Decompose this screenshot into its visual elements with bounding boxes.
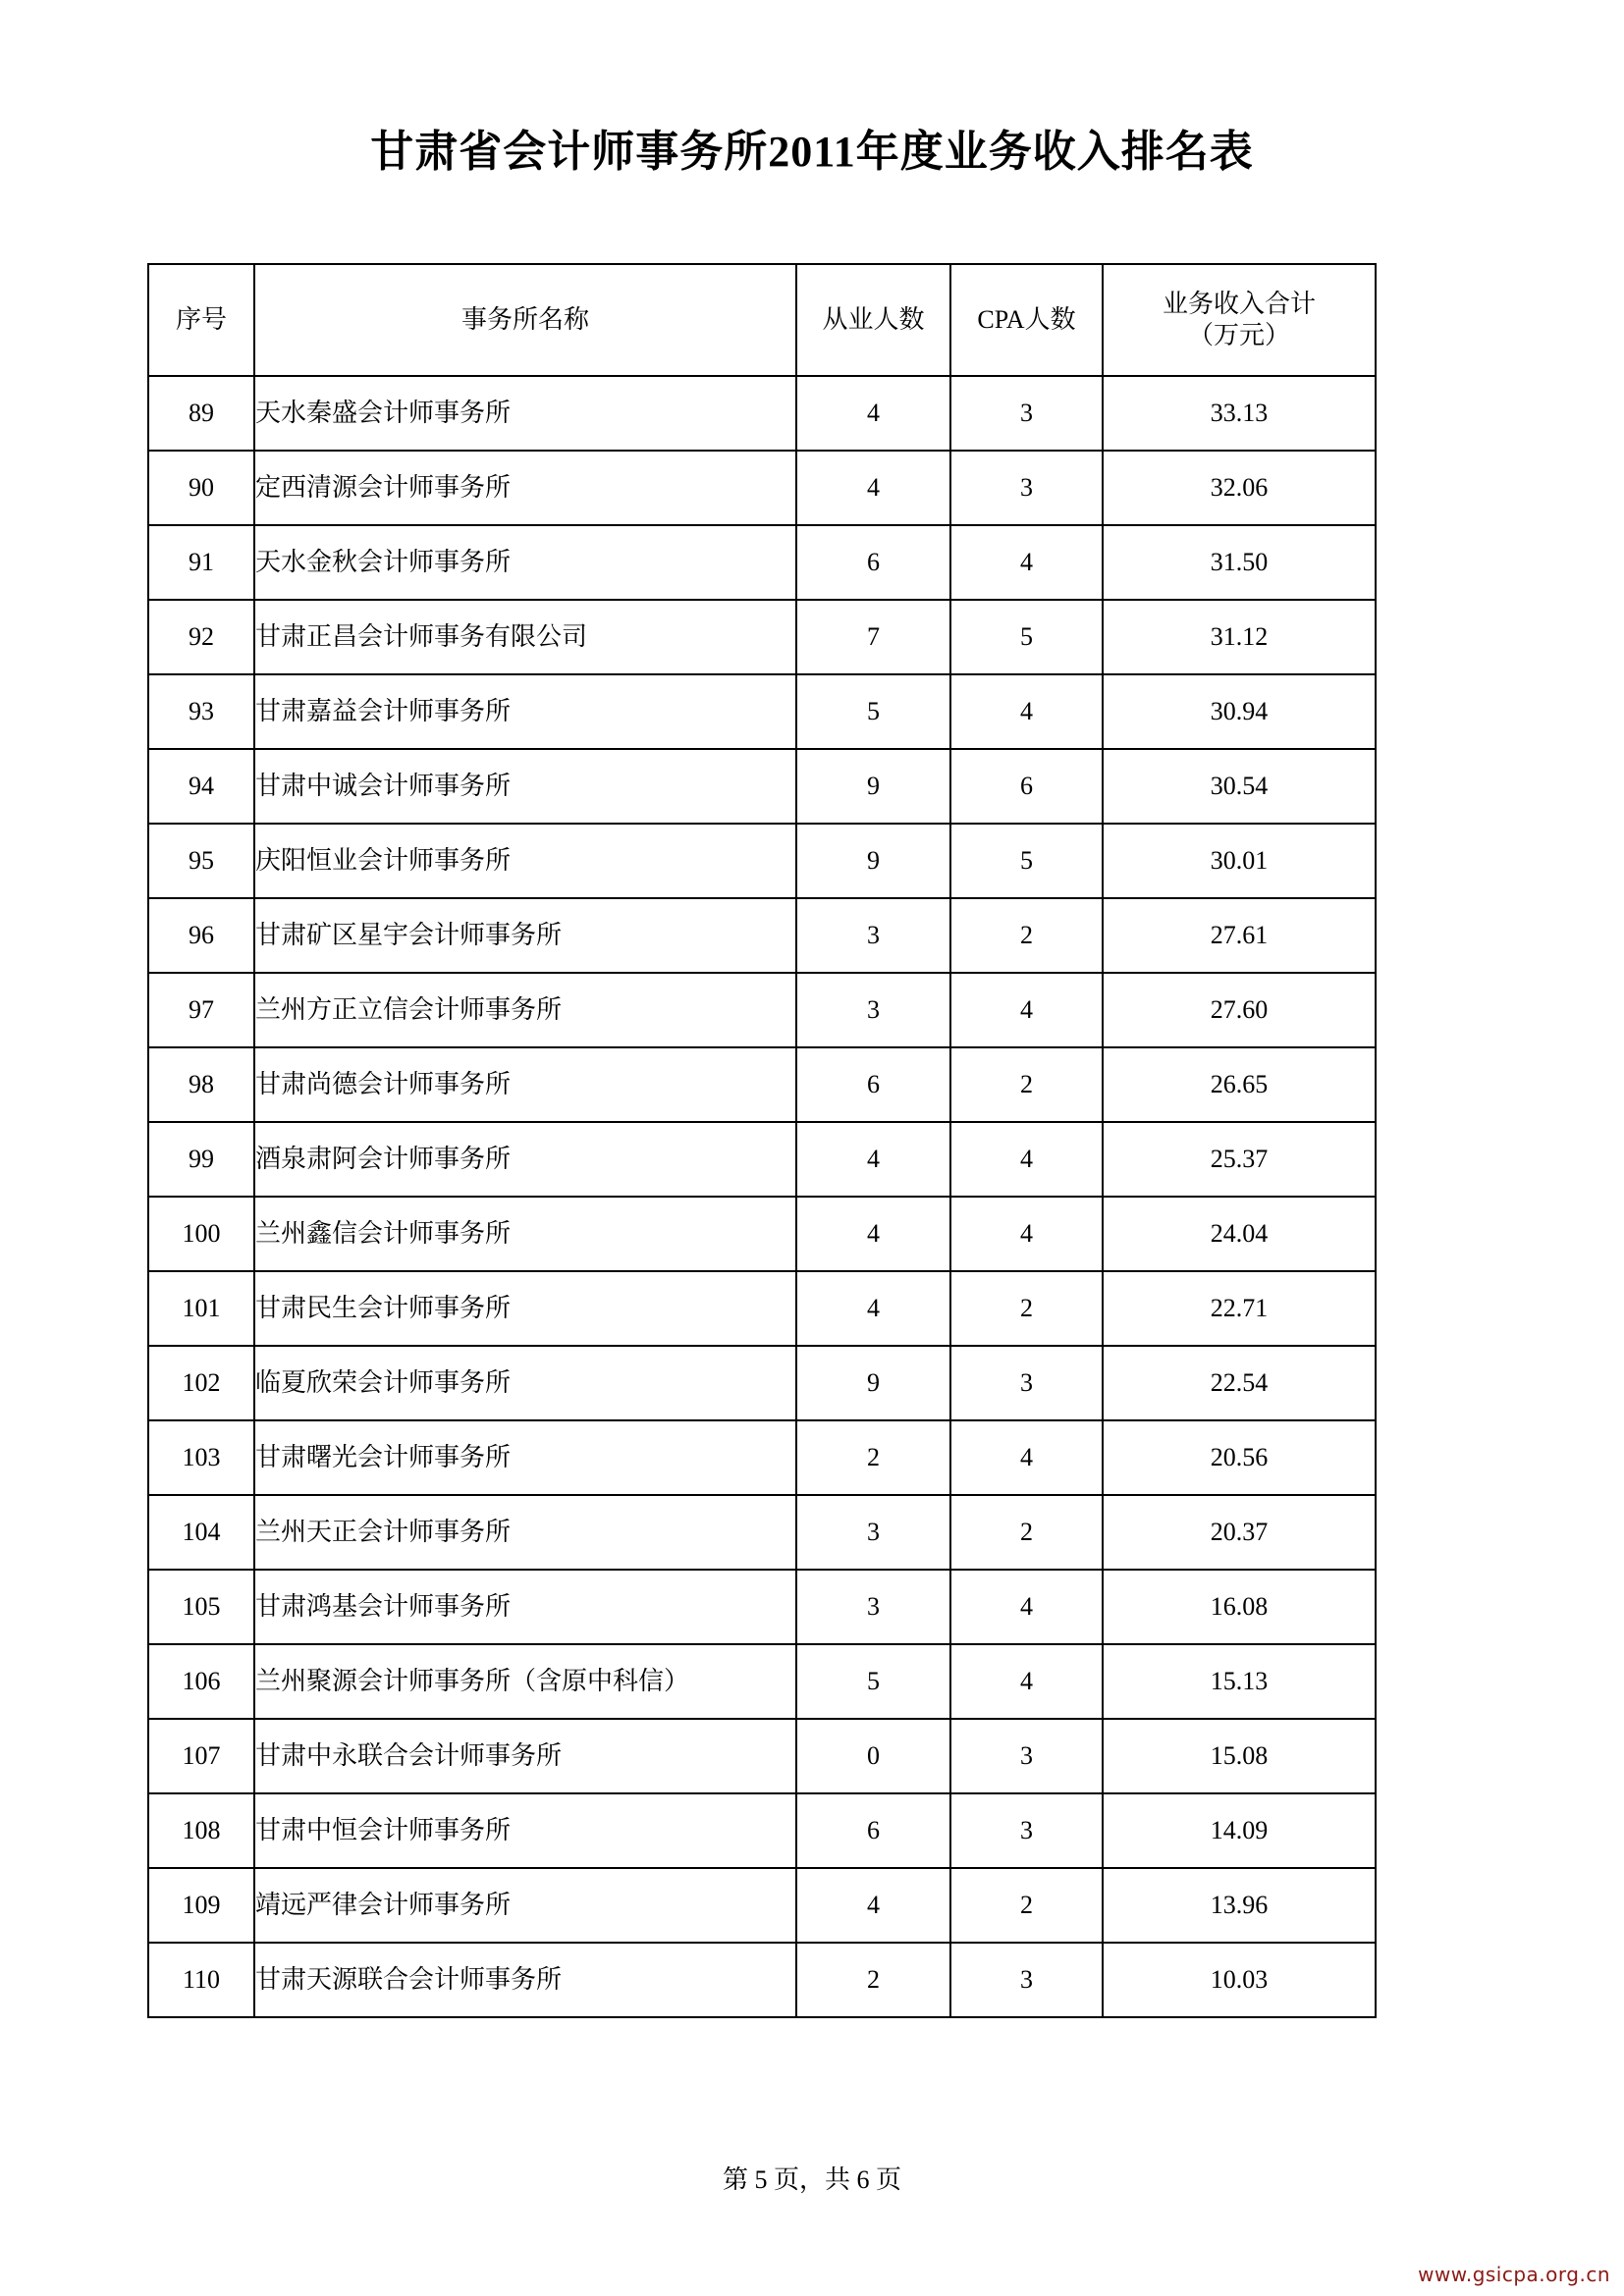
cell-revenue: 31.50 [1103,525,1376,600]
cell-revenue: 24.04 [1103,1197,1376,1271]
cell-index: 93 [148,674,254,749]
table-row [148,451,1376,525]
cell-cpa-count: 4 [950,1570,1103,1644]
cell-revenue: 25.37 [1103,1122,1376,1197]
table-row [148,525,1376,600]
cell-index: 90 [148,451,254,525]
cell-cpa-count: 5 [950,824,1103,898]
cell-revenue: 10.03 [1103,1943,1376,2017]
cell-index: 107 [148,1719,254,1793]
table-row [148,1644,1376,1719]
cell-index: 99 [148,1122,254,1197]
cell-index: 102 [148,1346,254,1420]
cell-revenue: 30.94 [1103,674,1376,749]
cell-revenue: 22.71 [1103,1271,1376,1346]
cell-firm-name: 天水金秋会计师事务所 [254,525,796,600]
cell-index: 100 [148,1197,254,1271]
cell-staff-count: 9 [796,1346,950,1420]
cell-firm-name: 甘肃嘉益会计师事务所 [254,674,796,749]
cell-index: 104 [148,1495,254,1570]
table-row [148,824,1376,898]
cell-revenue: 13.96 [1103,1868,1376,1943]
cell-index: 96 [148,898,254,973]
cell-firm-name: 甘肃中诚会计师事务所 [254,749,796,824]
cell-index: 95 [148,824,254,898]
revenue-ranking-table-container [147,263,1375,2018]
table-row [148,1346,1376,1420]
cell-staff-count: 7 [796,600,950,674]
table-row [148,1793,1376,1868]
cell-firm-name: 甘肃矿区星宇会计师事务所 [254,898,796,973]
cell-cpa-count: 2 [950,1047,1103,1122]
cell-index: 91 [148,525,254,600]
cell-cpa-count: 3 [950,1793,1103,1868]
column-header-staff-count: 从业人数 [796,264,950,376]
cell-index: 92 [148,600,254,674]
table-body [148,376,1376,2017]
cell-firm-name: 甘肃曙光会计师事务所 [254,1420,796,1495]
cell-firm-name: 兰州天正会计师事务所 [254,1495,796,1570]
table-row [148,1719,1376,1793]
cell-firm-name: 定西清源会计师事务所 [254,451,796,525]
cell-revenue: 15.13 [1103,1644,1376,1719]
page-title: 甘肃省会计师事务所2011年度业务收入排名表 [370,128,1254,176]
cell-revenue: 14.09 [1103,1793,1376,1868]
site-watermark: www.gsicpa.org.cn [1418,2263,1610,2286]
cell-cpa-count: 4 [950,525,1103,600]
cell-staff-count: 6 [796,525,950,600]
cell-staff-count: 4 [796,451,950,525]
column-header-index: 序号 [148,264,254,376]
cell-revenue: 31.12 [1103,600,1376,674]
cell-staff-count: 4 [796,1868,950,1943]
table-row [148,1122,1376,1197]
cell-staff-count: 3 [796,898,950,973]
cell-cpa-count: 2 [950,1868,1103,1943]
table-row [148,749,1376,824]
cell-firm-name: 兰州鑫信会计师事务所 [254,1197,796,1271]
cell-cpa-count: 4 [950,1420,1103,1495]
cell-staff-count: 4 [796,376,950,451]
cell-staff-count: 3 [796,1570,950,1644]
cell-index: 110 [148,1943,254,2017]
cell-index: 101 [148,1271,254,1346]
cell-revenue: 30.54 [1103,749,1376,824]
cell-firm-name: 靖远严律会计师事务所 [254,1868,796,1943]
cell-firm-name: 天水秦盛会计师事务所 [254,376,796,451]
cell-firm-name: 甘肃鸿基会计师事务所 [254,1570,796,1644]
column-header-revenue-line1: 业务收入合计 [1162,289,1316,318]
cell-cpa-count: 3 [950,451,1103,525]
cell-firm-name: 兰州聚源会计师事务所（含原中科信） [254,1644,796,1719]
cell-revenue: 15.08 [1103,1719,1376,1793]
cell-firm-name: 甘肃民生会计师事务所 [254,1271,796,1346]
cell-staff-count: 5 [796,1644,950,1719]
cell-firm-name: 兰州方正立信会计师事务所 [254,973,796,1047]
cell-index: 109 [148,1868,254,1943]
cell-index: 103 [148,1420,254,1495]
cell-staff-count: 9 [796,824,950,898]
cell-cpa-count: 6 [950,749,1103,824]
cell-index: 94 [148,749,254,824]
cell-revenue: 16.08 [1103,1570,1376,1644]
cell-index: 97 [148,973,254,1047]
cell-cpa-count: 4 [950,674,1103,749]
cell-cpa-count: 3 [950,376,1103,451]
table-row [148,1868,1376,1943]
cell-cpa-count: 4 [950,1122,1103,1197]
cell-revenue: 33.13 [1103,376,1376,451]
cell-cpa-count: 4 [950,973,1103,1047]
table-header-row [148,264,1376,376]
column-header-revenue-line2: （万元） [1187,321,1290,349]
cell-staff-count: 5 [796,674,950,749]
table-row [148,1420,1376,1495]
cell-staff-count: 3 [796,1495,950,1570]
cell-staff-count: 2 [796,1420,950,1495]
cell-staff-count: 0 [796,1719,950,1793]
cell-staff-count: 9 [796,749,950,824]
cell-cpa-count: 2 [950,898,1103,973]
cell-firm-name: 甘肃尚德会计师事务所 [254,1047,796,1122]
cell-revenue: 26.65 [1103,1047,1376,1122]
cell-revenue: 32.06 [1103,451,1376,525]
cell-firm-name: 临夏欣荣会计师事务所 [254,1346,796,1420]
cell-cpa-count: 2 [950,1271,1103,1346]
column-header-cpa-count: CPA人数 [950,264,1103,376]
cell-revenue: 20.37 [1103,1495,1376,1570]
table-row [148,898,1376,973]
table-row [148,973,1376,1047]
cell-revenue: 27.60 [1103,973,1376,1047]
cell-cpa-count: 3 [950,1943,1103,2017]
table-row [148,1570,1376,1644]
table-row [148,1197,1376,1271]
cell-staff-count: 6 [796,1793,950,1868]
cell-cpa-count: 3 [950,1346,1103,1420]
page-number-footer: 第 5 页，共 6 页 [722,2165,901,2194]
cell-cpa-count: 5 [950,600,1103,674]
cell-cpa-count: 3 [950,1719,1103,1793]
cell-staff-count: 4 [796,1271,950,1346]
cell-firm-name: 甘肃正昌会计师事务有限公司 [254,600,796,674]
column-header-revenue [1103,264,1376,376]
cell-index: 108 [148,1793,254,1868]
cell-index: 105 [148,1570,254,1644]
table-row [148,1943,1376,2017]
cell-firm-name: 甘肃中恒会计师事务所 [254,1793,796,1868]
cell-staff-count: 6 [796,1047,950,1122]
cell-firm-name: 甘肃天源联合会计师事务所 [254,1943,796,2017]
cell-staff-count: 2 [796,1943,950,2017]
cell-revenue: 22.54 [1103,1346,1376,1420]
cell-revenue: 20.56 [1103,1420,1376,1495]
cell-firm-name: 甘肃中永联合会计师事务所 [254,1719,796,1793]
cell-firm-name: 酒泉肃阿会计师事务所 [254,1122,796,1197]
cell-revenue: 30.01 [1103,824,1376,898]
cell-revenue: 27.61 [1103,898,1376,973]
cell-index: 106 [148,1644,254,1719]
table-row [148,376,1376,451]
cell-staff-count: 3 [796,973,950,1047]
revenue-ranking-table [147,263,1377,2018]
table-row [148,600,1376,674]
cell-staff-count: 4 [796,1197,950,1271]
table-row [148,1047,1376,1122]
table-row [148,674,1376,749]
column-header-firm-name: 事务所名称 [254,264,796,376]
cell-staff-count: 4 [796,1122,950,1197]
cell-cpa-count: 4 [950,1644,1103,1719]
cell-index: 98 [148,1047,254,1122]
cell-cpa-count: 4 [950,1197,1103,1271]
table-header [148,264,1376,376]
cell-cpa-count: 2 [950,1495,1103,1570]
table-row [148,1495,1376,1570]
cell-index: 89 [148,376,254,451]
cell-firm-name: 庆阳恒业会计师事务所 [254,824,796,898]
table-row [148,1271,1376,1346]
